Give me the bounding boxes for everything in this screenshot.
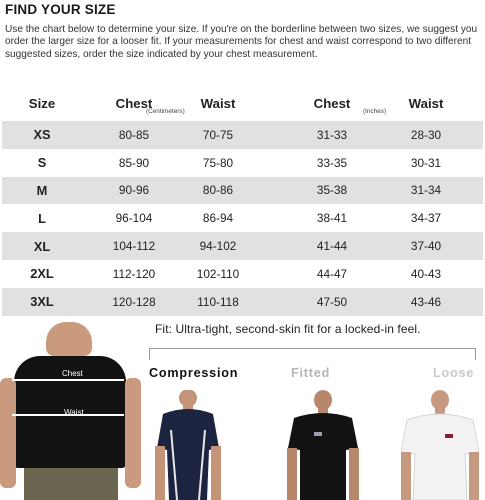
page-title: FIND YOUR SIZE [5,2,116,17]
size-cell: L [38,210,46,226]
chest-in-cell: 41-44 [316,239,348,254]
waist-in-cell: 30-31 [410,155,442,170]
model-pants [24,468,118,500]
table-header-row [2,86,483,121]
chest-measure-line [12,379,124,381]
waist-cm-cell: 102-110 [196,266,240,281]
waist-cm-cell: 94-102 [199,239,237,254]
waist-in-cell: 40-43 [410,266,442,281]
size-cell: XL [33,238,51,254]
header-in-unit: (Inches) [363,108,387,115]
model-left-arm [0,378,16,488]
size-cell: S [37,155,47,171]
waist-in-cell: 37-40 [410,239,442,254]
chest-cm-cell: 96-104 [115,211,153,226]
fit-compression-label: Compression [149,366,239,380]
chest-measure-label: Chest [62,369,83,378]
header-chest-cm: Chest [115,96,153,111]
chest-in-cell: 38-41 [316,211,348,226]
table-row [2,288,483,316]
waist-in-cell: 34-37 [410,211,442,226]
table-row [2,260,483,288]
waist-in-cell: 43-46 [410,294,442,309]
chest-cm-cell: 104-112 [112,239,156,254]
header-chest-in: Chest [313,96,351,111]
table-row [2,121,483,149]
waist-cm-cell: 70-75 [202,127,234,142]
table-row [2,232,483,260]
chest-in-cell: 44-47 [316,266,348,281]
waist-in-cell: 31-34 [410,183,442,198]
model-right-arm [125,378,141,488]
size-cell: 2XL [30,266,54,282]
waist-cm-cell: 75-80 [202,155,234,170]
header-waist-cm: Waist [200,96,236,111]
table-row [2,177,483,205]
chest-cm-cell: 120-128 [112,294,156,309]
waist-cm-cell: 110-118 [197,294,239,309]
fit-loose-label: Loose [433,366,475,380]
table-row [2,204,483,232]
intro-text: Use the chart below to determine your size. If you're on the borderline between two sizes, we suggest you order the larger size for a looser fit. If your measurements for chest and waist correspond to two different suggested sizes, order the size indicated by your chest measurement. [5,24,478,60]
compression-shirt-figure [149,390,227,500]
table-row [2,149,483,177]
chest-cm-cell: 85-90 [118,155,150,170]
chest-cm-cell: 80-85 [118,127,150,142]
waist-measure-label: Waist [64,408,84,417]
loose-shirt-photo [401,390,479,500]
fit-fitted-label: Fitted [291,366,331,380]
waist-in-cell: 28-30 [410,127,442,142]
header-cm-unit: (Centimeters) [146,108,185,115]
waist-cm-cell: 80-86 [202,183,234,198]
chest-in-cell: 47-50 [316,294,348,309]
fitted-shirt-figure [284,390,362,500]
header-size: Size [28,96,56,111]
chest-in-cell: 33-35 [316,155,348,170]
waist-cm-cell: 86-94 [202,211,234,226]
chest-in-cell: 35-38 [316,183,348,198]
loose-shirt-figure [401,390,479,500]
fitted-shirt-photo [284,390,362,500]
chest-cm-cell: 90-96 [118,183,150,198]
compression-shirt-photo [149,390,227,500]
model-measurement-photo [0,322,141,500]
chest-cm-cell: 112-120 [112,266,156,281]
header-waist-in: Waist [408,96,444,111]
size-cell: XS [33,127,51,143]
size-cell: M [36,182,48,198]
fit-description: Fit: Ultra-tight, second-skin fit for a locked-in feel. [155,322,421,336]
size-chart-table [2,86,483,316]
fit-scale-bracket [149,348,476,360]
chest-in-cell: 31-33 [316,127,348,142]
size-cell: 3XL [30,294,54,310]
